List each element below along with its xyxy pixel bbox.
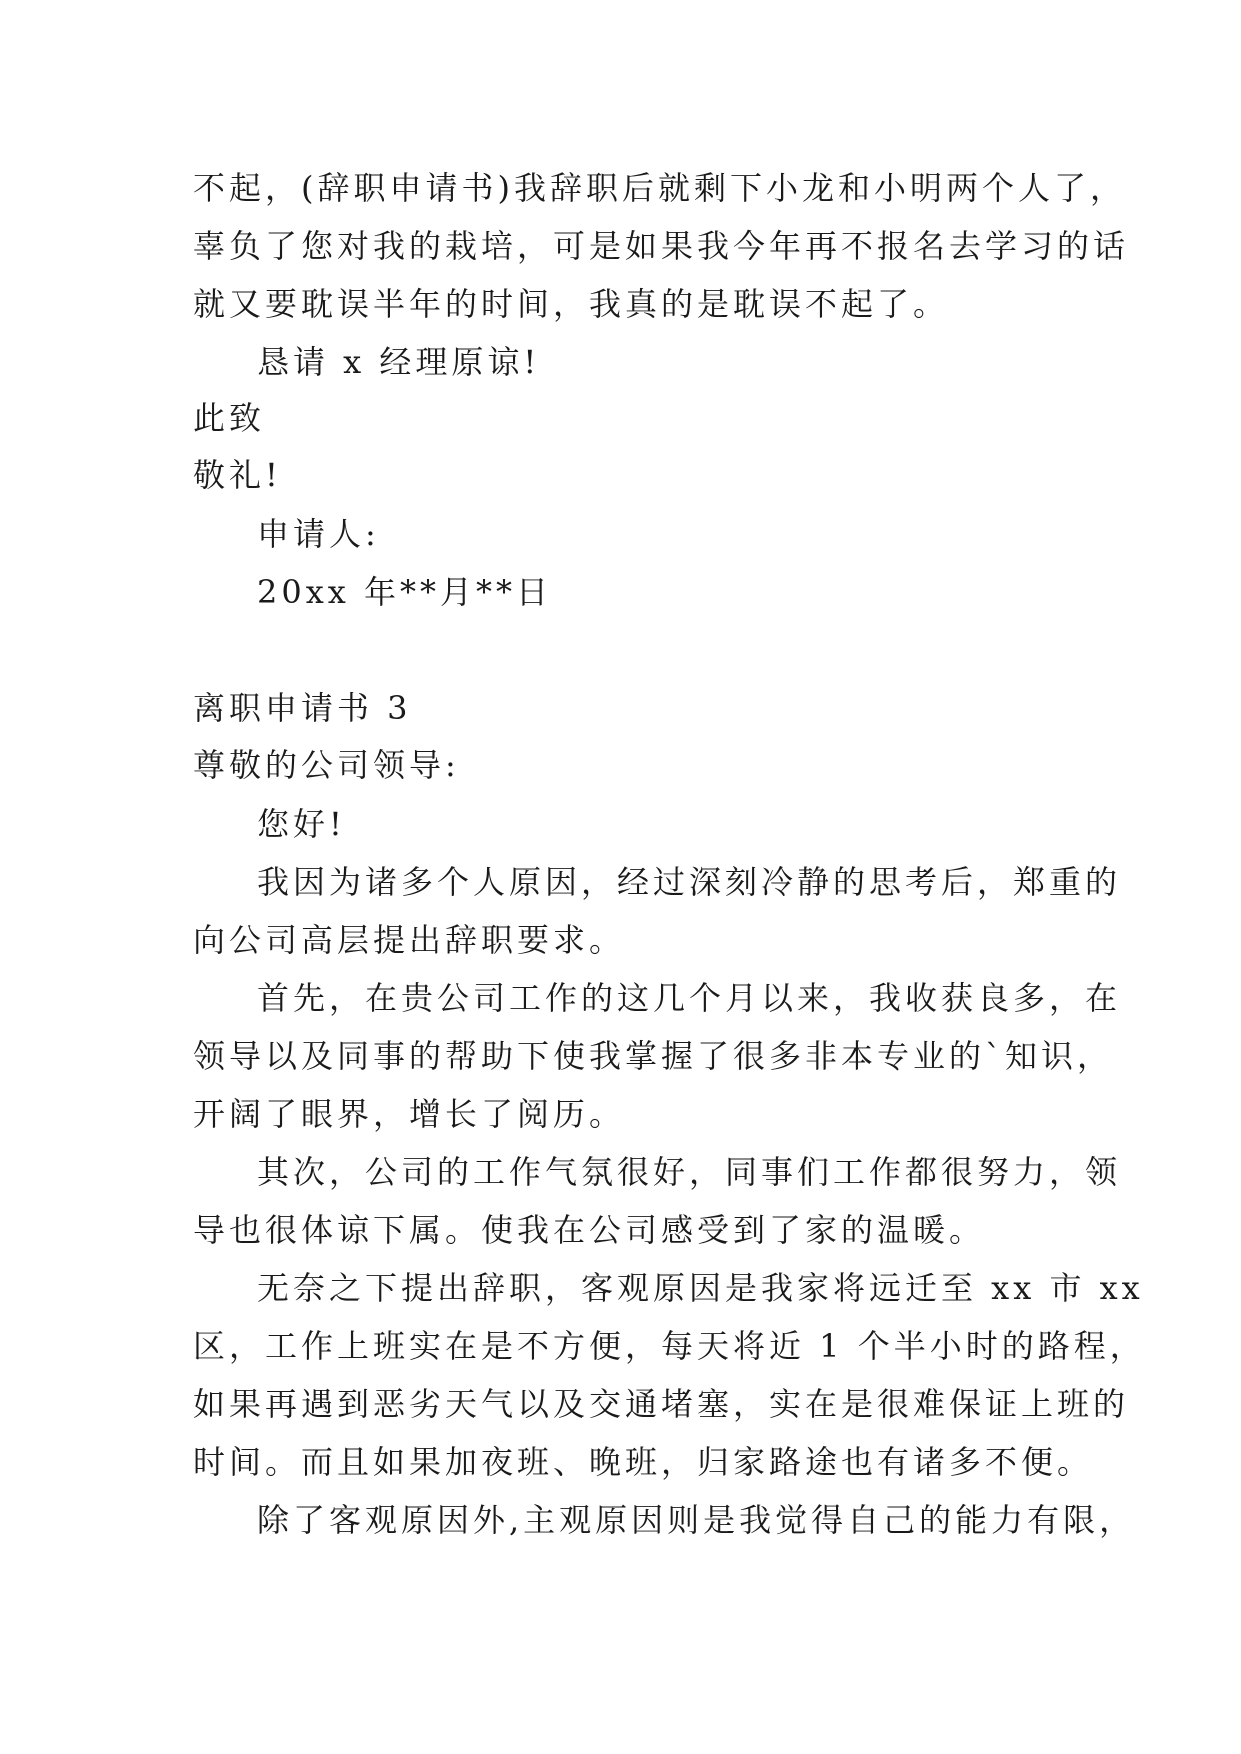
- body-line: 首先，在贵公司工作的这几个月以来，我收获良多，在: [257, 979, 1122, 1017]
- body-line: 除了客观原因外,主观原因则是我觉得自己的能力有限，: [257, 1501, 1136, 1539]
- body-line: 导也很体谅下属。使我在公司感受到了家的温暖。: [193, 1211, 986, 1249]
- applicant-line: 申请人:: [257, 515, 380, 553]
- body-line: 不起，(辞职申请书)我辞职后就剩下小龙和小明两个人了，: [193, 169, 1126, 207]
- date-line: 20xx 年**月**日: [257, 573, 552, 611]
- body-line: 无奈之下提出辞职，客观原因是我家将远迁至 xx 市 xx: [257, 1269, 1144, 1307]
- section-title: 离职申请书 3: [193, 689, 412, 727]
- body-line: 开阔了眼界，增长了阅历。: [193, 1095, 626, 1133]
- closing-line: 敬礼!: [193, 456, 282, 494]
- body-line: 其次，公司的工作气氛很好，同事们工作都很努力，领: [257, 1153, 1122, 1191]
- salutation: 尊敬的公司领导:: [193, 746, 460, 784]
- greeting: 您好!: [257, 805, 346, 843]
- body-line: 就又要耽误半年的时间，我真的是耽误不起了。: [193, 285, 950, 323]
- body-line: 时间。而且如果加夜班、晚班，归家路途也有诸多不便。: [193, 1443, 1094, 1481]
- closing-line: 此致: [193, 399, 266, 437]
- body-line: 区，工作上班实在是不方便，每天将近 1 个半小时的路程，: [193, 1327, 1146, 1365]
- body-line: 辜负了您对我的栽培，可是如果我今年再不报名去学习的话: [193, 227, 1130, 265]
- body-line: 如果再遇到恶劣天气以及交通堵塞，实在是很难保证上班的: [193, 1385, 1130, 1423]
- body-line: 领导以及同事的帮助下使我掌握了很多非本专业的`知识，: [193, 1037, 1114, 1075]
- plea-line: 恳请 x 经理原谅!: [257, 343, 541, 381]
- body-line: 我因为诸多个人原因，经过深刻冷静的思考后，郑重的: [257, 863, 1122, 901]
- body-line: 向公司高层提出辞职要求。: [193, 921, 626, 959]
